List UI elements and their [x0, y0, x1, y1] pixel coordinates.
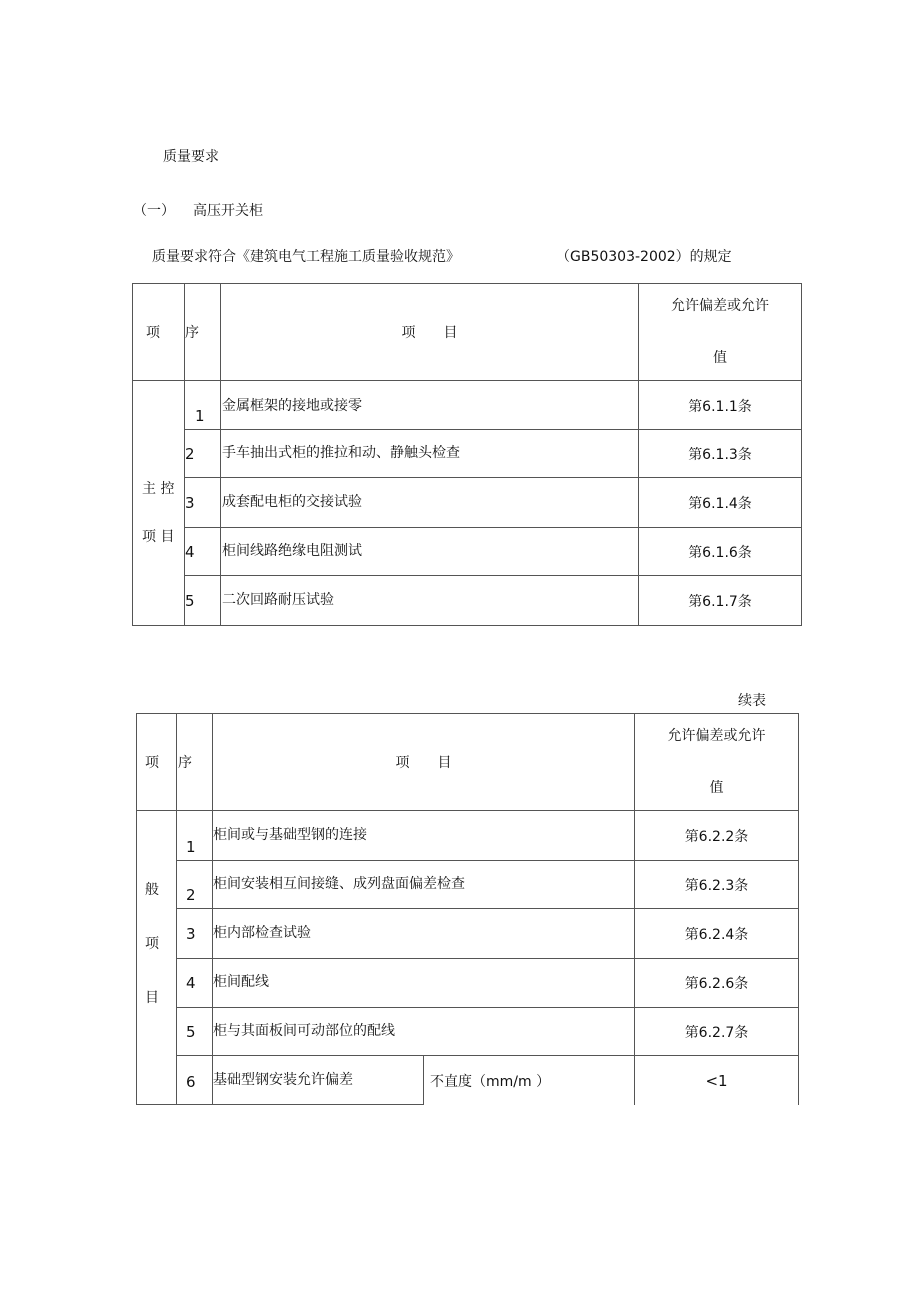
t1-group-label-line2: 项 目	[142, 529, 175, 545]
row-name: 成套配电柜的交接试验	[222, 494, 362, 510]
row-value: <1	[705, 1072, 728, 1090]
row-subitem: 不直度（mm/m ）	[430, 1074, 551, 1090]
row-name: 柜间线路绝缘电阻测试	[222, 543, 362, 559]
row-name: 柜间配线	[213, 974, 269, 990]
row-seq: 3	[186, 925, 196, 943]
t1-header-allow-line1: 允许偏差或允许	[671, 298, 769, 314]
row-value: 第6.2.2条	[684, 829, 749, 845]
spec-line-text: 质量要求符合《建筑电气工程施工质量验收规范》	[152, 249, 460, 265]
row-seq: 4	[186, 974, 196, 992]
row-name: 二次回路耐压试验	[222, 592, 334, 608]
row-value: 第6.2.3条	[684, 878, 749, 894]
row-value: 第6.1.1条	[688, 399, 752, 415]
row-value: 第6.2.4条	[684, 927, 749, 943]
t1-header-seq: 序	[185, 325, 199, 341]
section-number: （一）	[133, 203, 175, 219]
t2-group-label-char: 项	[145, 936, 159, 952]
row-value: 第6.1.6条	[688, 545, 752, 561]
t2-group-label-char: 目	[145, 990, 159, 1006]
row-seq: 5	[185, 592, 195, 610]
row-name: 柜内部检查试验	[213, 925, 311, 941]
row-name: 柜间安装相互间接缝、成列盘面偏差检查	[213, 876, 465, 892]
row-value: 第6.2.6条	[684, 976, 749, 992]
t1-header-allow-line2: 值	[713, 350, 727, 366]
row-seq: 5	[186, 1023, 196, 1041]
row-value: 第6.2.7条	[684, 1025, 749, 1041]
heading: 质量要求	[163, 149, 219, 165]
t1-header-name: 项 目	[401, 325, 458, 341]
row-seq: 1	[195, 407, 205, 425]
row-seq: 6	[186, 1073, 196, 1091]
t1-header-item: 项	[146, 325, 160, 341]
row-seq: 4	[185, 543, 195, 561]
row-name: 手车抽出式柜的推拉和动、静触头检查	[222, 445, 460, 461]
t2-header-allow-line1: 允许偏差或允许	[667, 728, 766, 744]
t1-group-label-line1: 主 控	[142, 481, 175, 497]
continued-label: 续表	[738, 693, 766, 709]
row-value: 第6.1.4条	[688, 496, 752, 512]
row-name: 柜与其面板间可动部位的配线	[213, 1023, 395, 1039]
row-name: 金属框架的接地或接零	[222, 398, 362, 414]
row-value: 第6.1.7条	[688, 594, 752, 610]
row-name: 基础型钢安装允许偏差	[213, 1072, 353, 1088]
row-seq: 3	[185, 494, 195, 512]
row-seq: 2	[185, 445, 195, 463]
t2-header-seq: 序	[178, 755, 192, 771]
t2-group-label-char: 般	[145, 882, 159, 898]
row-name: 柜间或与基础型钢的连接	[213, 827, 367, 843]
spec-line-code: （GB50303-2002）的规定	[556, 249, 732, 265]
row-seq: 2	[186, 886, 196, 904]
section-title: 高压开关柜	[193, 203, 263, 219]
row-seq: 1	[186, 838, 196, 856]
t2-header-name: 项 目	[395, 755, 452, 771]
row-value: 第6.1.3条	[688, 447, 752, 463]
t2-header-item: 项	[145, 755, 159, 771]
t2-header-allow-line2: 值	[709, 780, 724, 796]
